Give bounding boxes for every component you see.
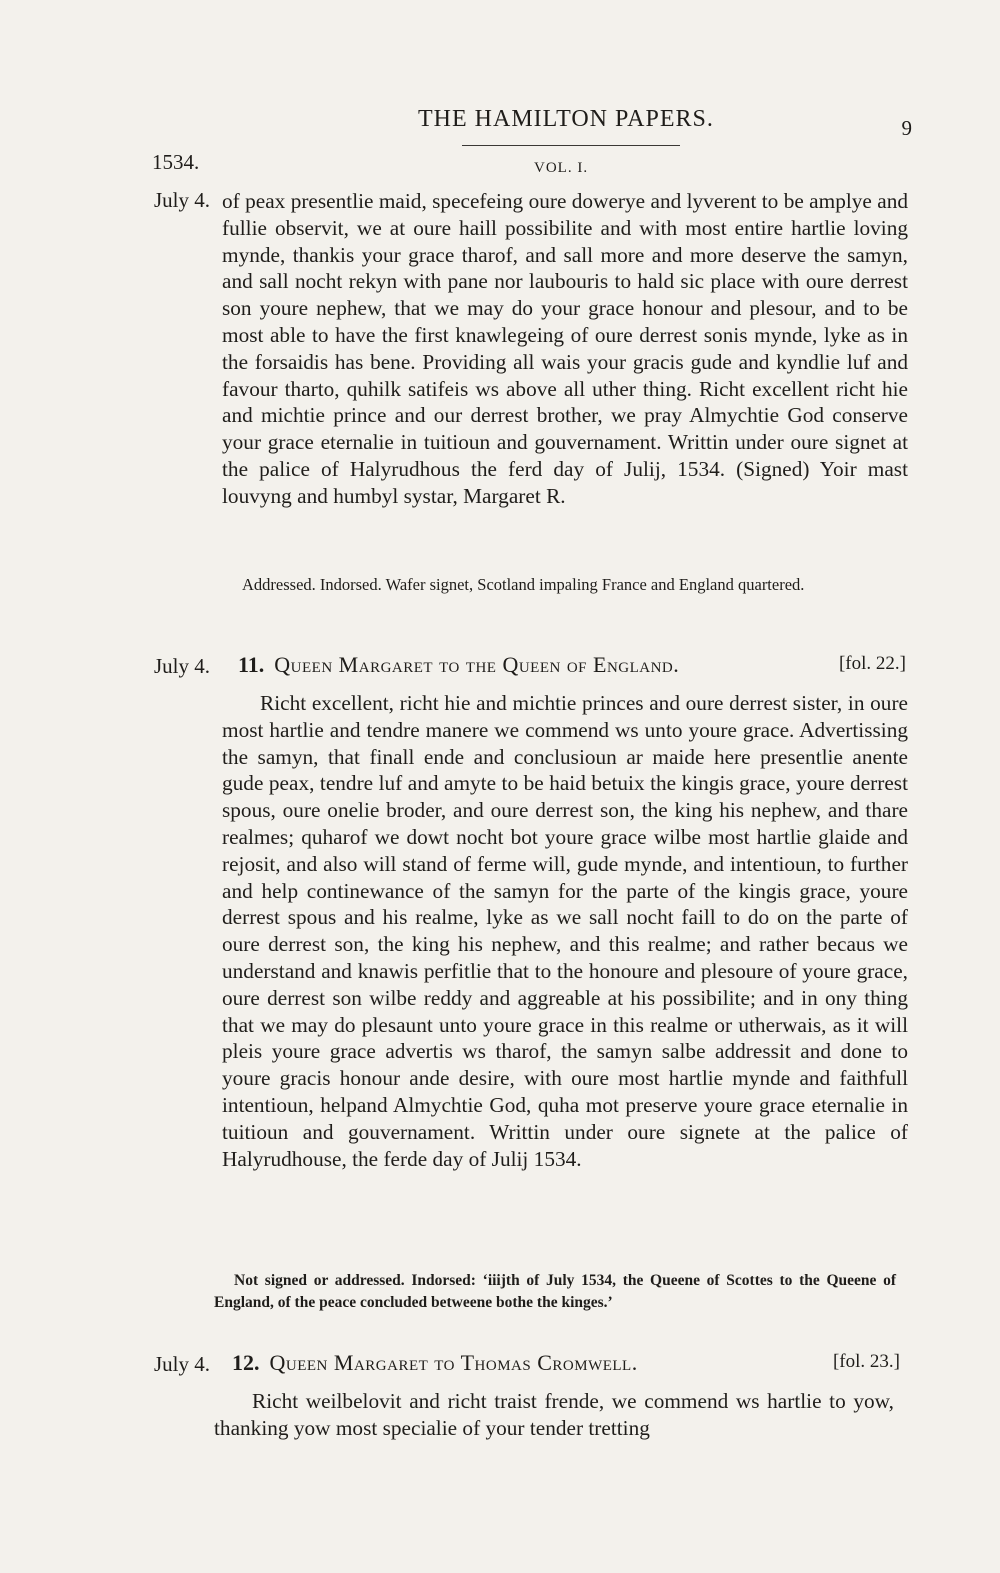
- header-rule: [462, 145, 680, 146]
- margin-date: July 4.: [153, 1352, 210, 1376]
- letter-paragraph: of peax presentlie maid, specefeing oure doweryе and lyverent to be amplye and fullie observit, we at oure haill possibilite and with most entire hartlie loving mynde, thankis your grace tharof, and sall more and more deserve the samyn, and sall nocht rekyn with pane nor laubouris to hald sic place with oure derrest son youre nephew, that we may do your grace honour and plesour, and to be most able to have the first knawlegeing of oure derrest sonis mynde, lyke as in the forsaidis has bene. Providing all wais your gracis gude and kyndlie luf and favour tharto, quhilk satifeis ws above all uther thing. Richt excellent richt hie and michtie prince and our derrest brother, we pray Almychtie God conserve your grace eternalie in tuitioun and gouvernament. Writtin under oure signet at the palice of Halyrudhous the ferd day of Julij, 1534. (Signed) Yoir mast louvyng and humbyl systar, Margaret R.: [222, 189, 908, 508]
- letter-body: [214, 1388, 894, 1442]
- running-title: THE HAMILTON PAPERS.: [418, 106, 714, 132]
- archival-note: [222, 574, 904, 596]
- page-number: 9: [901, 116, 912, 140]
- letter-body: [222, 690, 908, 1172]
- letter-paragraph: Richt excellent, richt hie and michtie princes and oure derrest sister, in oure most hartlie and tendre manere we commend ws unto youre grace. Advertissing the samyn, that finall ende and conclusioun ar maide here presentlie anente gude peax, tendre luf and amyte to be haid betuix the kingis grace, youre derrest spous, oure onelie broder, and oure derrest son, the king his nephew, and thare realmes; quharof we dowt nocht bot youre grace wilbe most hartlie glaide and rejosit, and also will stand of ferme will, gude mynde, and intentioun, to further and help continewance of the samyn for the parte of the kingis grace, youre derrest spous and his realme, lyke as we sall nocht faill to do on the parte of oure derrest son, the king his nephew, and this realme; and rather becaus we understand and knawis perfitlie that to the honoure and plesoure of youre grace, oure derrest son wilbe reddy and aggreable at his possibilite; and in ony thing that we may do plesaunt unto youre grace in this realme or utherwais, as it will pleis youre grace advertis ws tharof, the samyn salbe addressit and done to youre gracis honour ande desire, with oure most hartlie mynde and faithfull intentioun, helpand Almychtie God, quha mot preserve youre grace eternalie in tuitioun and gouvernament. Writtin under oure signete at the palice of Halyrudhouse, the ferde day of Julij 1534.: [222, 691, 908, 1171]
- letter-title: Queen Margaret to Thomas Cromwell.: [269, 1350, 638, 1375]
- letter-paragraph: Richt weilbelovit and richt traist frende, we commend ws hartlie to yow, thanking yow most specialie of your tender tretting: [214, 1389, 894, 1440]
- letter-heading: [232, 1350, 900, 1380]
- letter-number: 11.: [238, 652, 265, 677]
- margin-date: July 4.: [153, 654, 210, 678]
- letter-heading: [238, 652, 906, 682]
- margin-date: July 4.: [153, 188, 210, 212]
- archival-note: [214, 1270, 896, 1314]
- note-text: Not signed or addressed. Indorsed: ‘iiijth of July 1534, the Queene of Scottes to the Queene of England, of the peace concluded betweene bothe the kinges.’: [214, 1272, 896, 1311]
- running-head: [0, 106, 1000, 140]
- letter-title: Queen Margaret to the Queen of England.: [274, 652, 680, 677]
- note-text: Addressed. Indorsed. Wafer signet, Scotland impaling France and England quartered.: [242, 575, 805, 594]
- folio-reference: [fol. 23.]: [832, 1351, 900, 1372]
- letter-number: 12.: [232, 1350, 260, 1375]
- volume-label: VOL. I.: [534, 160, 589, 176]
- folio-reference: [fol. 22.]: [838, 653, 906, 674]
- margin-year: 1534.: [152, 150, 200, 174]
- letter-body: [222, 188, 908, 510]
